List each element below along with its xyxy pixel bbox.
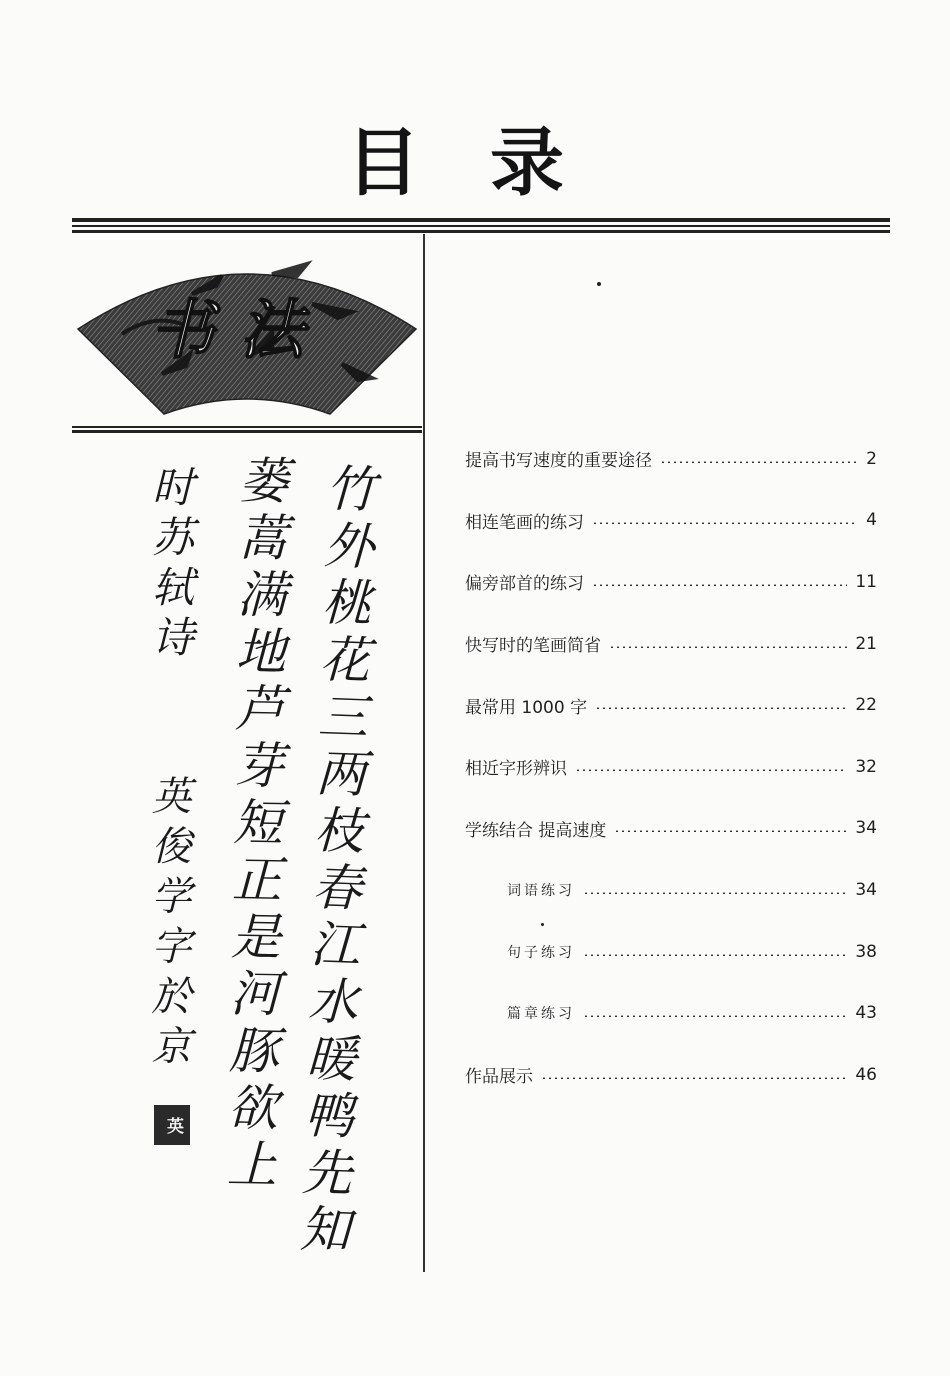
toc-entry[interactable] [465,982,877,1044]
toc-dot-leader [541,1077,847,1079]
toc-dot-leader [583,892,847,894]
toc-entry[interactable] [465,859,877,921]
toc-entry-title: 句子练习 [507,944,575,961]
calligrapher-inscription: 英俊学字於京 [145,775,191,1075]
toc-entry[interactable] [465,490,877,552]
fan-painting [72,234,422,429]
toc-page-number: 43 [855,1003,877,1024]
toc-entry-title: 快写时的笔画简省 [465,636,601,657]
fan-bottom-rule [72,426,422,434]
toc-entry-title: 作品展示 [465,1067,533,1088]
toc-entry-title: 词语练习 [507,882,575,899]
toc-entry[interactable] [465,921,877,983]
toc-page-number: 34 [855,879,877,900]
top-double-rule [72,218,890,234]
toc-dot-leader [575,769,847,771]
toc-page-number: 21 [855,633,877,654]
toc-page-number: 4 [866,510,877,531]
toc-entry-title: 相近字形辨识 [465,759,567,780]
column-divider [423,234,425,1272]
poem-attribution: 时苏轼诗 [146,465,195,665]
fan-title: 书法 [150,293,330,368]
toc-entry[interactable] [465,428,877,490]
toc-dot-leader [595,707,847,709]
toc-entry[interactable] [465,798,877,860]
toc-entry-title: 篇章练习 [507,1006,575,1023]
toc-entry-title: 提高书写速度的重要途径 [465,451,652,472]
toc-entry[interactable] [465,674,877,736]
toc-entry-title: 相连笔画的练习 [465,512,584,533]
toc-page-number: 32 [855,756,877,777]
toc-entry[interactable] [465,613,877,675]
toc-page-number: 46 [855,1064,877,1085]
toc-dot-leader [614,830,847,832]
toc-dot-leader [609,646,847,648]
toc-dot-leader [583,1015,847,1017]
toc-entry-title: 偏旁部首的练习 [465,574,584,595]
poem-column-1: 竹外桃花三两枝春江水暖鸭先知 [291,461,377,1261]
fan-illustration [72,234,422,434]
toc-page-number: 11 [855,571,877,592]
page-title: 目录 [346,120,634,206]
toc-page-number: 22 [855,695,877,716]
toc-entry-title: 最常用 1000 字 [465,697,588,718]
toc-entry[interactable] [465,551,877,613]
toc-page-number: 34 [855,818,877,839]
toc-dot-leader [592,584,847,586]
toc-entry[interactable] [465,1044,877,1106]
seal-stamp: 英 [154,1105,190,1145]
toc-dot-leader [660,461,858,463]
toc-dot-leader [583,954,847,956]
toc-dot-leader [592,522,858,524]
poem-column-2: 蒌蒿满地芦芽短正是河豚欲上 [218,453,290,1196]
toc-page-number: 2 [866,448,877,469]
toc-page-number: 38 [855,941,877,962]
speck-dot [597,282,601,286]
table-of-contents [465,428,877,1106]
toc-entry[interactable] [465,736,877,798]
toc-entry-title: 学练结合 提高速度 [465,820,607,841]
